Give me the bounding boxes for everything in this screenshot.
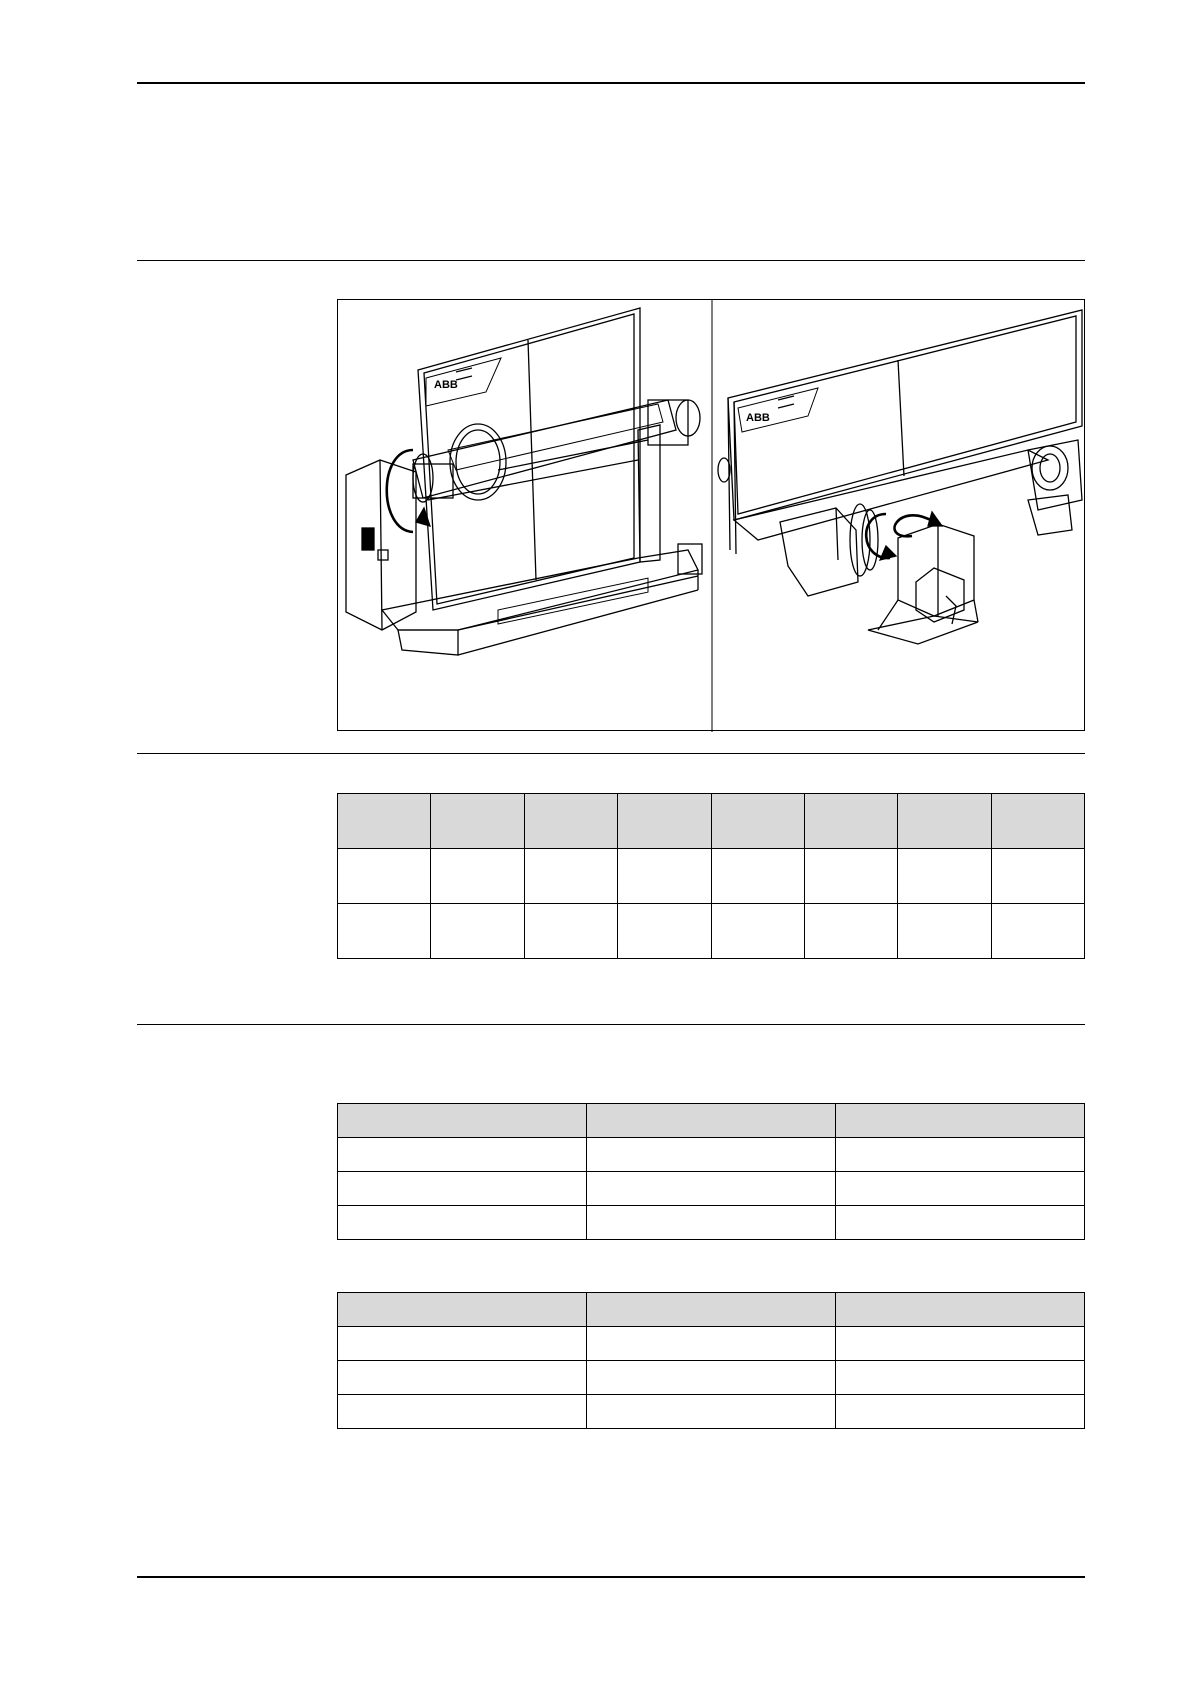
table-cell <box>991 904 1084 959</box>
section-rule-1 <box>137 260 1085 261</box>
table-cell <box>898 904 991 959</box>
equipment-illustration <box>337 299 1085 731</box>
table-cell <box>338 1138 587 1172</box>
right-logo: ABB <box>746 412 770 424</box>
section-rule-2 <box>137 753 1085 754</box>
table-row <box>338 849 1085 904</box>
table-cell <box>836 1395 1085 1429</box>
table-cell <box>524 849 617 904</box>
spec-table-header-row <box>338 794 1085 849</box>
table-cell <box>587 1138 836 1172</box>
table-b-header-row <box>338 1293 1085 1327</box>
three-column-table-a <box>337 1103 1085 1240</box>
table-cell <box>618 849 711 904</box>
table-cell <box>338 1395 587 1429</box>
table-cell <box>898 849 991 904</box>
table-cell <box>338 1327 587 1361</box>
table-cell <box>618 904 711 959</box>
table-b-header-cell <box>836 1293 1085 1327</box>
table-cell <box>587 1206 836 1240</box>
table-cell <box>338 1361 587 1395</box>
table-cell <box>836 1327 1085 1361</box>
table-row <box>338 1327 1085 1361</box>
left-logo: ABB <box>434 379 458 391</box>
table-cell <box>431 904 524 959</box>
spec-header-cell <box>991 794 1084 849</box>
section-rule-3 <box>137 1024 1085 1025</box>
spec-header-cell <box>431 794 524 849</box>
table-row <box>338 1395 1085 1429</box>
table-cell <box>338 904 431 959</box>
table-a-header-cell <box>338 1104 587 1138</box>
table-row <box>338 1361 1085 1395</box>
table-cell <box>804 849 897 904</box>
table-row <box>338 1206 1085 1240</box>
table-cell <box>587 1395 836 1429</box>
table-a-header-cell <box>587 1104 836 1138</box>
table-row <box>338 904 1085 959</box>
table-b-header-cell <box>338 1293 587 1327</box>
table-cell <box>836 1361 1085 1395</box>
table-cell <box>836 1138 1085 1172</box>
table-row <box>338 1172 1085 1206</box>
table-a-header-cell <box>836 1104 1085 1138</box>
page-bottom-rule <box>137 1576 1085 1578</box>
table-cell <box>524 904 617 959</box>
left-positioner-drawing <box>346 308 702 655</box>
table-cell <box>836 1206 1085 1240</box>
table-a-header-row <box>338 1104 1085 1138</box>
table-cell <box>587 1172 836 1206</box>
spec-header-cell <box>618 794 711 849</box>
table-cell <box>431 849 524 904</box>
table-cell <box>338 849 431 904</box>
table-cell <box>804 904 897 959</box>
table-cell <box>338 1206 587 1240</box>
table-cell <box>711 849 804 904</box>
spec-header-cell <box>804 794 897 849</box>
spec-table <box>337 793 1085 959</box>
table-b-header-cell <box>587 1293 836 1327</box>
table-cell <box>711 904 804 959</box>
table-cell <box>338 1172 587 1206</box>
spec-header-cell <box>898 794 991 849</box>
three-column-table-b <box>337 1292 1085 1429</box>
spec-header-cell <box>524 794 617 849</box>
spec-header-cell <box>338 794 431 849</box>
table-cell <box>836 1172 1085 1206</box>
page-top-rule <box>137 82 1085 84</box>
table-cell <box>587 1361 836 1395</box>
table-cell <box>587 1327 836 1361</box>
right-positioner-drawing <box>718 310 1082 644</box>
table-cell <box>991 849 1084 904</box>
table-row <box>338 1138 1085 1172</box>
spec-header-cell <box>711 794 804 849</box>
